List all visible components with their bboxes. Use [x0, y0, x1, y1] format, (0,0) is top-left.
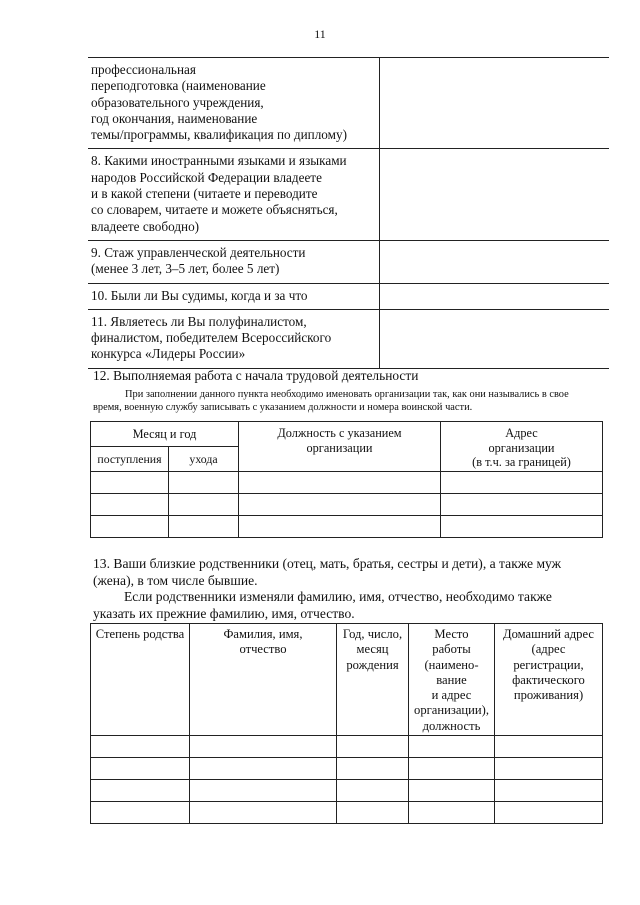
table-cell[interactable]	[91, 516, 169, 538]
questionnaire-table	[88, 57, 609, 369]
table-cell[interactable]	[91, 736, 190, 758]
relatives-note	[93, 589, 603, 622]
question-line: профессиональная	[91, 62, 196, 77]
header-position	[239, 422, 441, 472]
table-row	[91, 758, 603, 780]
header-line: организации	[306, 440, 373, 455]
table-cell[interactable]	[495, 736, 603, 758]
table-cell[interactable]	[91, 472, 169, 494]
table-cell[interactable]	[409, 758, 495, 780]
note-line: При заполнении данного пункта необходимо именовать организации так, как они назывались в свое	[125, 389, 569, 400]
work-history-table	[90, 421, 603, 538]
question-row	[88, 149, 609, 240]
header-line: должность	[422, 718, 481, 733]
table-row	[91, 516, 603, 538]
table-cell[interactable]	[495, 802, 603, 824]
table-cell[interactable]	[190, 736, 337, 758]
header-end: ухода	[169, 447, 239, 472]
table-row	[91, 802, 603, 824]
table-cell[interactable]	[169, 516, 239, 538]
question-text	[88, 283, 380, 309]
table-cell[interactable]	[169, 472, 239, 494]
header-line: работы	[432, 642, 471, 657]
table-cell[interactable]	[91, 758, 190, 780]
question-line: со словарем, читаете и можете объясняться,	[91, 202, 338, 218]
question-text	[88, 149, 380, 240]
table-row	[91, 472, 603, 494]
question-row	[88, 240, 609, 283]
relatives-note-line: Если родственники изменяли фамилию, имя, отчество, необходимо также	[124, 589, 552, 604]
table-cell[interactable]	[495, 780, 603, 802]
table-cell[interactable]	[91, 780, 190, 802]
answer-cell[interactable]	[380, 283, 610, 309]
header-line: месяц	[356, 642, 389, 657]
question-text	[88, 58, 380, 149]
header-line: Адрес	[505, 426, 538, 440]
header-relation	[91, 624, 190, 736]
header-line: рождения	[346, 657, 399, 672]
question-line: (менее 3 лет, 3–5 лет, более 5 лет)	[91, 261, 280, 277]
question-line: владеете свободно)	[91, 218, 200, 234]
work-history-note	[93, 388, 603, 414]
question-row	[88, 309, 609, 368]
header-address	[495, 624, 603, 736]
question-row	[88, 283, 609, 309]
answer-cell[interactable]	[380, 240, 610, 283]
table-cell[interactable]	[441, 516, 603, 538]
question-line: финалистом, победителем Всероссийского	[91, 330, 332, 346]
table-cell[interactable]	[239, 472, 441, 494]
question-row	[88, 58, 609, 149]
header-work	[409, 624, 495, 736]
table-cell[interactable]	[169, 494, 239, 516]
table-cell[interactable]	[190, 758, 337, 780]
question-line: переподготовка (наименование	[91, 78, 266, 94]
table-row	[91, 780, 603, 802]
header-month-year: Месяц и год	[91, 422, 239, 447]
question-text	[88, 240, 380, 283]
table-cell[interactable]	[441, 494, 603, 516]
question-line: 8. Какими иностранными языками и языками	[91, 153, 347, 169]
header-line: (адрес	[531, 642, 566, 657]
table-cell[interactable]	[239, 516, 441, 538]
header-line: (наимено-	[424, 657, 479, 672]
relatives-title-line: 13. Ваши близкие родственники (отец, мать, братья, сестры и дети), а также муж	[93, 556, 562, 571]
header-name	[190, 624, 337, 736]
question-line: и в какой степени (читаете и переводите	[91, 186, 318, 202]
question-line: 10. Были ли Вы судимы, когда и за что	[91, 287, 308, 303]
question-line: год окончания, наименование	[91, 110, 258, 126]
note-line: время, военную службу записывать с указанием должности и номера воинской части.	[93, 402, 473, 413]
header-line: организации),	[414, 703, 489, 718]
question-line: образовательного учреждения,	[91, 94, 264, 110]
header-start: поступления	[91, 447, 169, 472]
header-line: проживания)	[513, 688, 584, 703]
table-cell[interactable]	[190, 802, 337, 824]
header-line: Фамилия, имя,	[223, 627, 303, 641]
table-cell[interactable]	[409, 736, 495, 758]
header-line: Домашний адрес	[503, 627, 594, 641]
question-line: темы/программы, квалификация по диплому)	[91, 127, 347, 143]
table-cell[interactable]	[337, 780, 409, 802]
table-cell[interactable]	[337, 802, 409, 824]
table-row	[91, 494, 603, 516]
table-cell[interactable]	[409, 780, 495, 802]
header-line: вание	[436, 672, 467, 687]
page-number: 11	[314, 27, 326, 41]
question-line: народов Российской Федерации владеете	[91, 169, 322, 185]
question-line: конкурса «Лидеры России»	[91, 346, 246, 362]
table-cell[interactable]	[91, 494, 169, 516]
relatives-title-line: (жена), в том числе бывшие.	[93, 572, 258, 588]
answer-cell[interactable]	[380, 149, 610, 240]
header-line: отчество	[239, 642, 287, 657]
header-line: фактического	[512, 672, 585, 687]
table-row	[91, 736, 603, 758]
table-cell[interactable]	[495, 758, 603, 780]
relatives-table	[90, 623, 603, 824]
answer-cell[interactable]	[380, 309, 610, 368]
header-line: Должность с указанием	[277, 426, 402, 440]
answer-cell[interactable]	[380, 58, 610, 149]
question-line: 9. Стаж управленческой деятельности	[91, 244, 306, 260]
table-cell[interactable]	[337, 758, 409, 780]
header-address	[441, 422, 603, 472]
header-line: Год, число,	[342, 627, 403, 641]
relatives-note-line: указать их прежние фамилию, имя, отчество.	[93, 605, 355, 621]
header-line: Степень родства	[95, 627, 185, 641]
question-line: 11. Являетесь ли Вы полуфиналистом,	[91, 313, 307, 329]
relatives-title	[93, 556, 603, 589]
table-cell[interactable]	[441, 472, 603, 494]
header-line: Место	[434, 627, 469, 641]
header-line: регистрации,	[513, 657, 584, 672]
header-birth	[337, 624, 409, 736]
header-line: и адрес	[431, 688, 472, 703]
table-cell[interactable]	[190, 780, 337, 802]
work-history-title: 12. Выполняемая работа с начала трудовой деятельности	[93, 368, 419, 383]
header-line: (в т.ч. за границей)	[472, 455, 571, 469]
table-cell[interactable]	[91, 802, 190, 824]
header-line: организации	[488, 440, 555, 455]
question-text	[88, 309, 380, 368]
table-cell[interactable]	[239, 494, 441, 516]
table-cell[interactable]	[409, 802, 495, 824]
table-cell[interactable]	[337, 736, 409, 758]
